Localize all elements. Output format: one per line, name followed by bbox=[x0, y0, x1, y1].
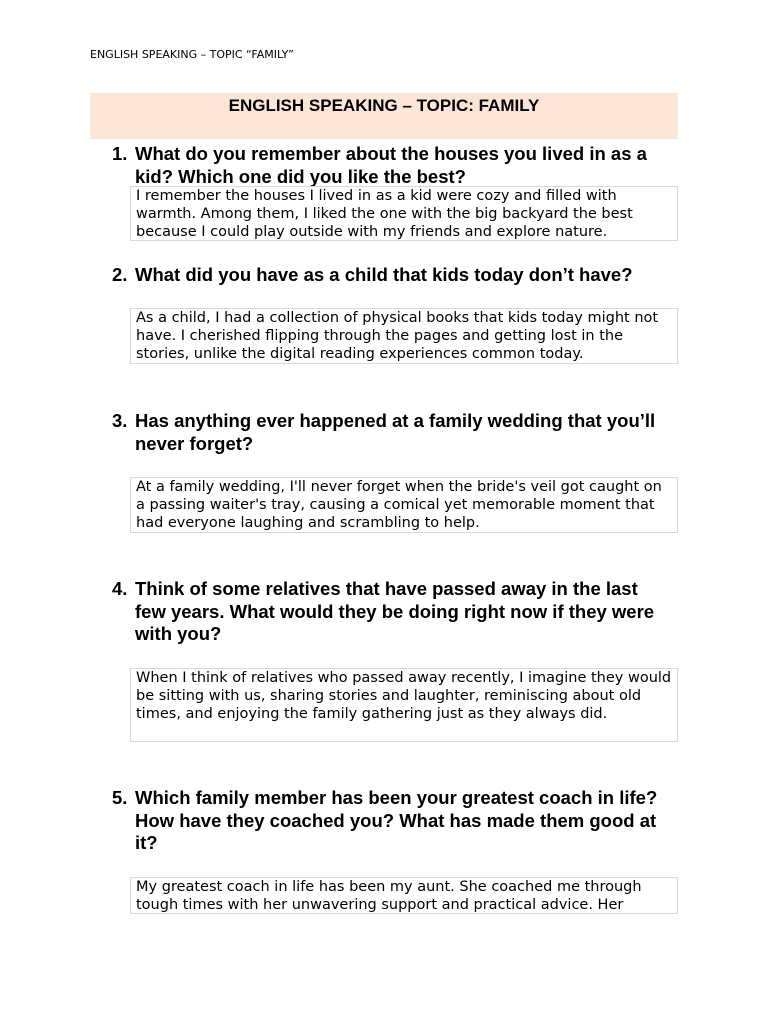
question-number: 3. bbox=[112, 410, 128, 431]
answer-text: I remember the houses I lived in as a kid were cozy and filled with warmth. Among them, I liked the one with the big backyard the best because I could play outside with my friends and explore nature. bbox=[136, 188, 633, 240]
answer-box-4[interactable] bbox=[130, 668, 678, 742]
question-text: Has anything ever happened at a family wedding that you’ll never forget? bbox=[135, 410, 656, 454]
question-text: What did you have as a child that kids today don’t have? bbox=[135, 264, 633, 285]
question-number: 2. bbox=[112, 264, 128, 285]
answer-text: At a family wedding, I'll never forget when the bride's veil got caught on a passing waiter's tray, causing a comical yet memorable moment that had everyone laughing and scrambling to help. bbox=[136, 479, 662, 531]
question-3 bbox=[112, 410, 672, 455]
question-number: 5. bbox=[112, 787, 128, 808]
question-number: 4. bbox=[112, 578, 128, 599]
answer-text: When I think of relatives who passed away recently, I imagine they would be sitting with us, sharing stories and laughter, reminiscing about old times, and enjoying the family gathering just as they always did. bbox=[136, 670, 672, 722]
question-text: What do you remember about the houses you lived in as a kid? Which one did you like the best? bbox=[135, 143, 647, 187]
answer-text: As a child, I had a collection of physical books that kids today might not have. I cherished flipping through the pages and getting lost in the stories, unlike the digital reading experiences common today. bbox=[136, 310, 659, 362]
question-4 bbox=[112, 578, 672, 646]
title-band bbox=[90, 93, 678, 139]
running-header: ENGLISH SPEAKING – TOPIC “FAMILY” bbox=[90, 48, 294, 61]
question-1 bbox=[112, 143, 672, 188]
question-number: 1. bbox=[112, 143, 128, 164]
answer-box-5[interactable] bbox=[130, 877, 678, 914]
question-text: Which family member has been your greatest coach in life? How have they coached you? What has made them good at it? bbox=[135, 787, 658, 853]
question-2 bbox=[112, 264, 672, 287]
answer-box-1[interactable] bbox=[130, 186, 678, 241]
question-5 bbox=[112, 787, 672, 855]
answer-box-3[interactable] bbox=[130, 477, 678, 533]
answer-box-2[interactable] bbox=[130, 308, 678, 364]
question-text: Think of some relatives that have passed away in the last few years. What would they be doing right now if they were with you? bbox=[135, 578, 655, 644]
document-title: ENGLISH SPEAKING – TOPIC: FAMILY bbox=[228, 96, 540, 115]
answer-text: My greatest coach in life has been my aunt. She coached me through tough times with her unwavering support and practical advice. Her bbox=[136, 879, 642, 913]
